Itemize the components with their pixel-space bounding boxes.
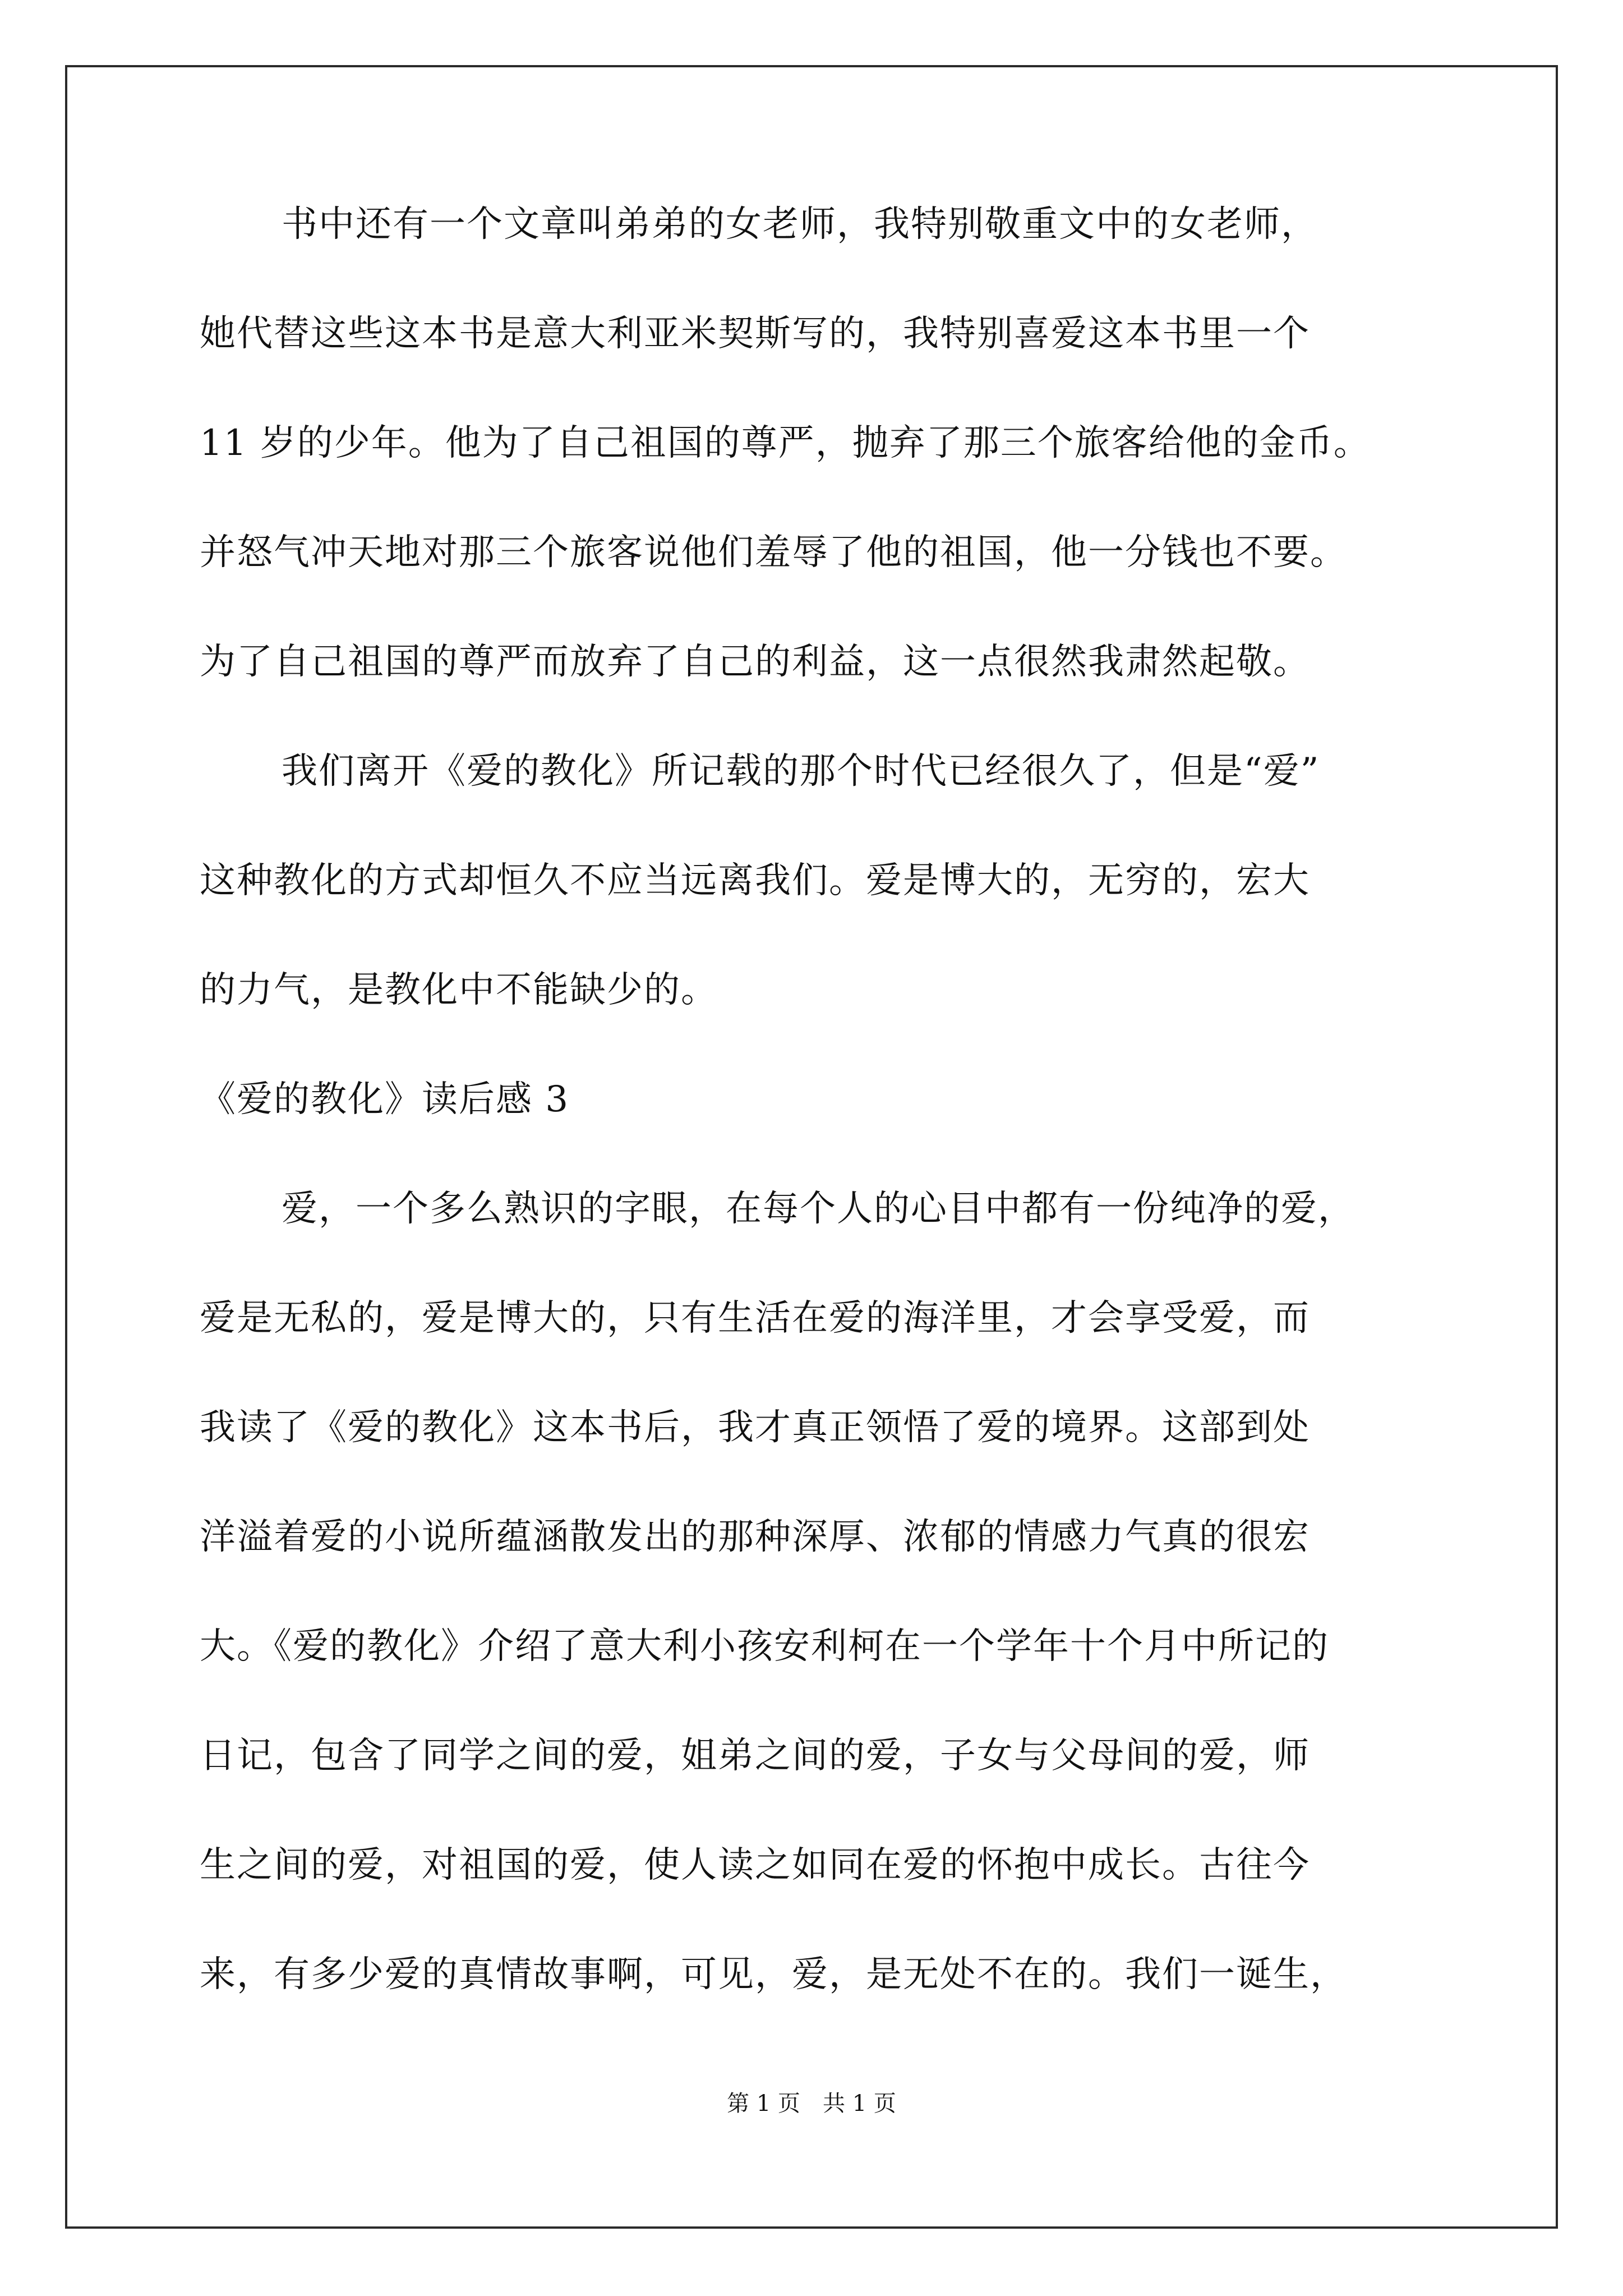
page-border [65, 65, 1558, 2229]
paragraph-line: 我读了《爱的教化》这本书后，我才真正领悟了爱的境界。这部到处 [200, 1407, 1310, 1448]
paragraph-line: 这种教化的方式却恒久不应当远离我们。爱是博大的，无穷的，宏大 [200, 860, 1310, 901]
paragraph-line: 11 岁的少年。他为了自己祖国的尊严，抛弃了那三个旅客给他的金币。 [200, 422, 1371, 464]
paragraph-line: 洋溢着爱的小说所蕴涵散发出的那种深厚、浓郁的情感力气真的很宏 [200, 1516, 1310, 1558]
paragraph-line: 爱是无私的，爱是博大的，只有生活在爱的海洋里，才会享受爱，而 [200, 1297, 1310, 1339]
paragraph-line: 她代替这些这本书是意大利亚米契斯写的，我特别喜爱这本书里一个 [200, 313, 1310, 355]
paragraph-line: 为了自己祖国的尊严而放弃了自己的利益，这一点很然我肃然起敬。 [200, 641, 1310, 683]
paragraph-line: 来，有多少爱的真情故事啊，可见，爱，是无处不在的。我们一诞生， [200, 1954, 1347, 1995]
paragraph-line: 日记，包含了同学之间的爱，姐弟之间的爱，子女与父母间的爱，师 [200, 1735, 1310, 1777]
paragraph-line: 的力气，是教化中不能缺少的。 [200, 969, 718, 1011]
paragraph-line: 我们离开《爱的教化》所记载的那个时代已经很久了，但是“爱” [282, 751, 1320, 792]
paragraph-line: 大。《爱的教化》介绍了意大利小孩安利柯在一个学年十个月中所记的 [200, 1626, 1329, 1667]
page-footer: 第 1 页 共 1 页 [727, 2091, 896, 2116]
section-heading: 《爱的教化》读后感 3 [200, 1079, 570, 1120]
paragraph-line: 书中还有一个文章叫弟弟的女老师，我特别敬重文中的女老师， [282, 204, 1318, 245]
paragraph-line: 并怒气冲天地对那三个旅客说他们羞辱了他的祖国，他一分钱也不要。 [200, 532, 1347, 573]
paragraph-line: 爱，一个多么熟识的字眼，在每个人的心目中都有一份纯净的爱， [282, 1188, 1355, 1230]
paragraph-line: 生之间的爱，对祖国的爱，使人读之如同在爱的怀抱中成长。古往今 [200, 1844, 1310, 1886]
